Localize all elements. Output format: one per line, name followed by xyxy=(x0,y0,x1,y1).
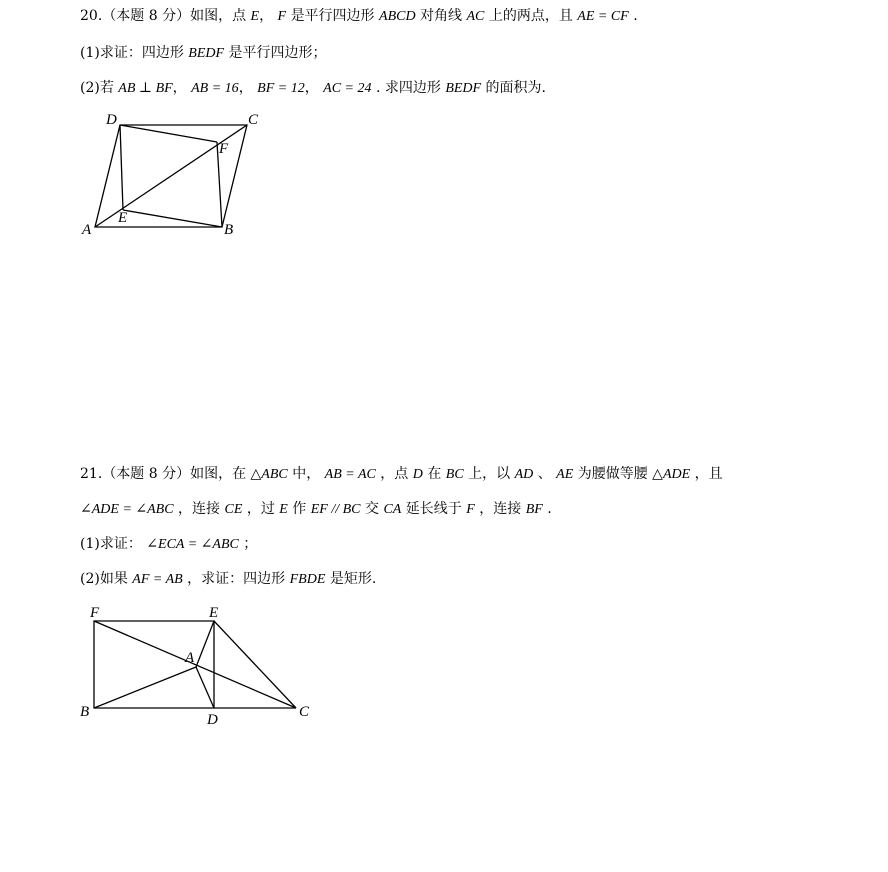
text-segment: 为腰做等腰 xyxy=(577,466,648,482)
label-f: F xyxy=(90,605,100,621)
condition-ab-eq-ac: AB = AC xyxy=(324,467,376,482)
triangle-abc: △ABC xyxy=(250,467,288,482)
text-segment: ，过 xyxy=(246,501,275,517)
condition-ae-eq-cf: AE = CF xyxy=(577,9,629,24)
segment-ca-label: CA xyxy=(383,502,402,517)
label-e: E xyxy=(209,605,219,621)
segment-ae xyxy=(196,621,214,667)
condition-bf-12: BF = 12 xyxy=(257,81,305,96)
condition-af-eq-ab: AF = AB xyxy=(132,572,183,587)
parallelogram-abcd: ABCD xyxy=(379,9,416,24)
text-segment: 是平行四边形 xyxy=(290,8,375,24)
point-e-label: E xyxy=(279,502,288,517)
separator: ， xyxy=(238,80,253,96)
condition-angle-ade-eq-abc: ∠ADE = ∠ABC xyxy=(80,502,174,517)
period: . xyxy=(633,8,638,24)
text-segment: 是矩形. xyxy=(329,571,377,587)
text-segment: ，点 xyxy=(380,466,409,482)
label-f: F xyxy=(219,141,229,157)
text-segment: 对角线 xyxy=(420,8,463,24)
label-d: D xyxy=(106,112,117,128)
label-b: B xyxy=(80,704,90,720)
label-c: C xyxy=(248,112,259,128)
text-segment: 、 xyxy=(537,466,552,482)
separator: ， xyxy=(172,80,187,96)
text-segment: . 求四边形 xyxy=(375,80,441,96)
period: . xyxy=(547,501,552,517)
text-segment: ，且 xyxy=(694,466,723,482)
label-a: A xyxy=(185,650,195,666)
problem-21-header: 21.（本题 8 分）如图，在 xyxy=(80,466,247,482)
text-segment: 延长线于 xyxy=(405,501,462,517)
text-segment: 的面积为. xyxy=(485,80,546,96)
text-segment: 交 xyxy=(364,501,379,517)
quadrilateral-fbde: FBDE xyxy=(289,572,326,587)
text-segment: (2)如果 xyxy=(80,571,128,587)
claim-angle-eca-eq-abc: ∠ECA = ∠ABC xyxy=(146,537,239,552)
point-d-label: D xyxy=(412,467,423,482)
text-segment: (1)求证： xyxy=(80,536,142,552)
diagonal-ac: AC xyxy=(466,9,485,24)
point-f-label: F xyxy=(277,9,287,24)
quadrilateral-bedf: BEDF xyxy=(445,81,482,96)
label-a: A xyxy=(82,222,92,238)
segment-ae-label: AE xyxy=(556,467,574,482)
condition-ab-16: AB = 16 xyxy=(191,81,239,96)
label-d: D xyxy=(207,712,218,728)
segment-ec xyxy=(214,621,296,708)
text-segment: 在 xyxy=(427,466,442,482)
quadrilateral-bedf: BEDF xyxy=(188,46,225,61)
text-segment: (1)求证：四边形 xyxy=(80,45,184,61)
label-b: B xyxy=(224,222,234,238)
label-c: C xyxy=(299,704,310,720)
segment-ce-label: CE xyxy=(224,502,243,517)
condition-ef-parallel-bc: EF // BC xyxy=(310,502,361,517)
condition-ac-24: AC = 24 xyxy=(323,81,372,96)
point-e-label: E xyxy=(250,9,260,24)
text-segment: ； xyxy=(243,536,258,552)
segment-ba xyxy=(94,667,196,708)
point-f-label: F xyxy=(466,502,475,517)
text-segment: ，求证：四边形 xyxy=(187,571,286,587)
text-segment: 是平行四边形； xyxy=(228,45,327,61)
segment-ad xyxy=(196,667,214,708)
triangle-ade: △ADE xyxy=(652,467,691,482)
text-segment: ，连接 xyxy=(479,501,522,517)
text-segment: 作 xyxy=(292,501,307,517)
text-segment: 上，以 xyxy=(468,466,511,482)
problem-20-header: 20.（本题 8 分）如图，点 xyxy=(80,8,247,24)
text-segment: 上的两点，且 xyxy=(488,8,573,24)
segment-ad-label: AD xyxy=(514,467,534,482)
separator: ， xyxy=(304,80,319,96)
text-segment: ，连接 xyxy=(178,501,221,517)
segment-bf-label: BF xyxy=(525,502,543,517)
segment-fc xyxy=(94,621,296,708)
separator: ， xyxy=(259,8,274,24)
text-segment: 中， xyxy=(292,466,321,482)
label-e: E xyxy=(118,210,128,226)
condition-ab-perp-bf: AB ⊥ BF xyxy=(118,81,173,96)
segment-bc-label: BC xyxy=(445,467,464,482)
text-segment: (2)若 xyxy=(80,80,114,96)
